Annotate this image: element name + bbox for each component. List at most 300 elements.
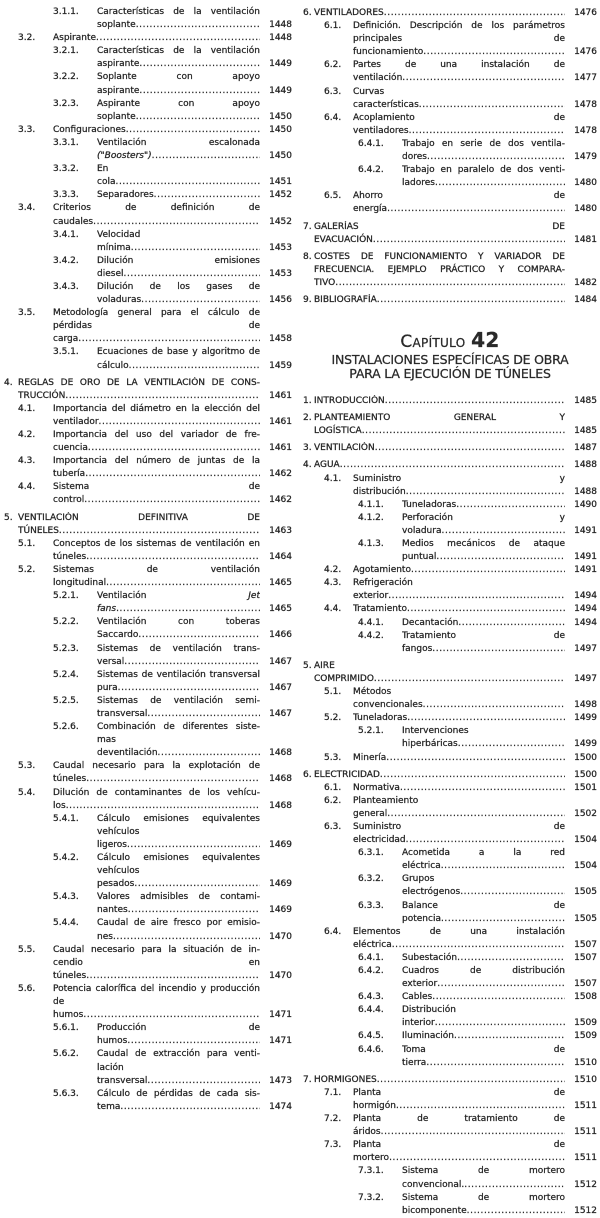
toc-entry-title: VENTILACIÓN DEFINITIVA DE TÚNELES bbox=[18, 512, 260, 536]
dot-leader bbox=[386, 753, 565, 763]
toc-entry[interactable] bbox=[4, 6, 292, 32]
dot-leader bbox=[124, 657, 260, 667]
dot-leader bbox=[407, 604, 565, 614]
toc-entry-page: 1453 bbox=[269, 242, 292, 253]
toc-entry-body bbox=[314, 442, 565, 455]
toc-entry-body bbox=[402, 965, 565, 991]
toc-entry[interactable] bbox=[4, 481, 292, 507]
toc-entry[interactable] bbox=[4, 1048, 292, 1087]
toc-entry[interactable] bbox=[303, 1087, 597, 1113]
toc-entry-number: 7.2. bbox=[324, 1114, 342, 1125]
toc-entry-body bbox=[53, 983, 260, 1022]
toc-entry-title: Métodos convencionales bbox=[353, 687, 423, 711]
toc-entry[interactable] bbox=[4, 787, 292, 813]
toc-entry-page: 1451 bbox=[269, 177, 292, 188]
toc-entry[interactable] bbox=[303, 1074, 597, 1087]
toc-entry-number: 3.3.1. bbox=[53, 137, 79, 148]
toc-entry-title: Definición. Descripción de los parámetros principales de funcionamiento bbox=[353, 21, 565, 58]
toc-entry[interactable] bbox=[4, 944, 292, 983]
toc-entry-body bbox=[353, 603, 565, 616]
toc-entry-page: 1463 bbox=[269, 525, 292, 536]
chapter-subtitle-line1: INSTALACIONES ESPECÍFICAS DE OBRA bbox=[331, 352, 569, 368]
dot-leader bbox=[154, 190, 260, 200]
dot-leader bbox=[139, 86, 260, 96]
toc-entry-body bbox=[402, 725, 565, 751]
toc-entry[interactable] bbox=[303, 20, 597, 59]
toc-entry-number: 4.1.1. bbox=[358, 499, 384, 510]
toc-entry-number: 4.1.2. bbox=[358, 512, 384, 523]
dot-leader bbox=[88, 443, 260, 453]
toc-entry-number: 8. bbox=[303, 251, 312, 262]
toc-entry[interactable] bbox=[4, 564, 292, 590]
toc-entry[interactable] bbox=[4, 1022, 292, 1048]
toc-entry-title: Refrigeración exterior bbox=[353, 578, 413, 602]
toc-entry-page: 1485 bbox=[574, 396, 597, 407]
toc-entry-number: 4.3. bbox=[324, 578, 342, 589]
dot-leader bbox=[384, 8, 565, 18]
toc-entry-page: 1487 bbox=[574, 443, 597, 454]
toc-entry-body bbox=[97, 813, 260, 852]
toc-entry-title: Criterios de definición de caudales bbox=[53, 203, 260, 227]
toc-entry-body bbox=[53, 564, 260, 590]
toc-entry-page: 1469 bbox=[269, 905, 292, 916]
toc-entry-title: Cálculo de pérdidas de cada sistema bbox=[97, 1088, 260, 1112]
toc-entry-body bbox=[402, 512, 565, 538]
toc-entry-title: AIRE COMPRIMIDO bbox=[314, 660, 374, 684]
toc-entry-number: 2. bbox=[303, 413, 312, 424]
toc-entry-page: 1450 bbox=[269, 111, 292, 122]
toc-entry[interactable] bbox=[303, 577, 597, 603]
toc-entry-body bbox=[402, 1192, 565, 1218]
toc-entry-title: Subestación bbox=[402, 952, 458, 963]
toc-entry[interactable] bbox=[303, 926, 597, 952]
toc-entry[interactable] bbox=[303, 782, 597, 795]
toc-entry-number: 5.1. bbox=[324, 687, 342, 698]
toc-entry[interactable] bbox=[4, 590, 292, 616]
toc-entry[interactable] bbox=[303, 1139, 597, 1165]
toc-entry[interactable] bbox=[4, 377, 292, 403]
toc-entry[interactable] bbox=[4, 1088, 292, 1114]
toc-entry-body bbox=[402, 499, 565, 512]
toc-entry-body bbox=[353, 752, 565, 765]
toc-entry-page: 1500 bbox=[574, 752, 597, 763]
toc-entry-title-italic: Jet fans bbox=[97, 591, 260, 615]
toc-entry-number: 5.4.1. bbox=[53, 813, 79, 824]
toc-entry-page: 1459 bbox=[269, 360, 292, 371]
toc-entry-number: 4.1.3. bbox=[358, 539, 384, 549]
toc-entry-page: 1505 bbox=[574, 887, 597, 898]
toc-entry[interactable] bbox=[303, 294, 597, 307]
toc-entry-page: 1462 bbox=[269, 495, 292, 506]
dot-leader bbox=[460, 887, 565, 897]
toc-entry-page: 1500 bbox=[574, 769, 597, 780]
toc-entry-body bbox=[97, 1088, 260, 1114]
toc-entry[interactable] bbox=[303, 538, 597, 564]
toc-entry-body bbox=[353, 473, 565, 499]
toc-entry-number: 7.3.1. bbox=[358, 1166, 384, 1177]
toc-entry-title: Cuadros de distribución exterior bbox=[402, 966, 565, 990]
toc-entry[interactable] bbox=[4, 695, 292, 721]
toc-entry-title: Planta de mortero bbox=[353, 1140, 565, 1164]
toc-entry-number: 3.1.1. bbox=[53, 7, 79, 17]
toc-entry-number: 6.3.1. bbox=[358, 848, 384, 859]
toc-entry-body bbox=[353, 1139, 565, 1165]
toc-entry-number: 6.3. bbox=[324, 86, 342, 97]
toc-entry-title: Caudal de aire fresco por emisiones bbox=[97, 918, 260, 942]
toc-entry[interactable] bbox=[303, 686, 597, 712]
dot-leader bbox=[435, 178, 565, 188]
toc-entry-body bbox=[314, 251, 565, 290]
dot-leader bbox=[423, 700, 565, 710]
toc-entry[interactable] bbox=[303, 795, 597, 821]
dot-leader bbox=[427, 152, 565, 162]
toc-entry[interactable] bbox=[303, 1004, 597, 1030]
toc-entry[interactable] bbox=[4, 45, 292, 71]
dot-leader bbox=[419, 100, 565, 110]
toc-entry[interactable] bbox=[303, 221, 597, 247]
toc-entry[interactable] bbox=[303, 59, 597, 85]
dot-leader bbox=[407, 713, 565, 723]
toc-entry-page: 1480 bbox=[574, 204, 597, 215]
toc-entry[interactable] bbox=[303, 617, 597, 630]
toc-entry-page: 1488 bbox=[574, 460, 597, 471]
toc-entry-title: Velocidad mínima bbox=[97, 229, 141, 253]
toc-entry[interactable] bbox=[303, 712, 597, 725]
toc-entry[interactable] bbox=[303, 630, 597, 656]
toc-entry-number: 3.4.1. bbox=[53, 229, 79, 240]
chapter-title bbox=[303, 329, 597, 353]
toc-entry-number: 3.3. bbox=[18, 124, 36, 135]
dot-leader bbox=[400, 783, 565, 793]
toc-entry-title: HORMIGONES bbox=[314, 1074, 377, 1085]
toc-entry[interactable] bbox=[303, 991, 597, 1004]
toc-entry-number: 4.4.2. bbox=[358, 630, 384, 641]
toc-entry-number: 5.4.4. bbox=[53, 918, 79, 929]
toc-entry[interactable] bbox=[4, 255, 292, 281]
toc-entry-number: 5.3. bbox=[18, 761, 36, 772]
toc-entry-number: 5.4.3. bbox=[53, 892, 79, 903]
toc-entry-title: Sistemas de ventilación semi-transversal bbox=[97, 695, 260, 719]
toc-entry-body bbox=[353, 782, 565, 795]
toc-entry[interactable] bbox=[4, 760, 292, 786]
toc-entry-body bbox=[53, 760, 260, 786]
toc-entry-page: 1485 bbox=[574, 426, 597, 437]
dot-leader bbox=[136, 20, 260, 30]
dot-leader bbox=[123, 269, 260, 279]
toc-entry-title: Normativa bbox=[353, 782, 400, 793]
toc-entry-title: Cables bbox=[402, 992, 433, 1003]
dot-leader bbox=[432, 644, 565, 654]
toc-entry-title: Planta de tratamiento de áridos bbox=[353, 1114, 565, 1138]
toc-entry-page: 1504 bbox=[574, 861, 597, 872]
toc-entry-body bbox=[353, 926, 565, 952]
toc-entry-title: Caudal necesario para la situación de incendio en túneles bbox=[53, 944, 260, 981]
toc-entry[interactable] bbox=[303, 190, 597, 216]
dot-leader bbox=[129, 361, 260, 371]
toc-entry-body bbox=[314, 294, 565, 307]
dot-leader bbox=[136, 112, 260, 122]
toc-entry-number: 4.3. bbox=[18, 456, 36, 467]
toc-entry[interactable] bbox=[303, 769, 597, 782]
toc-entry-body bbox=[353, 577, 565, 603]
toc-entry-body bbox=[314, 769, 565, 782]
toc-entry[interactable] bbox=[303, 900, 597, 926]
toc-entry-page: 1491 bbox=[574, 525, 597, 536]
toc-entry-number: 3.3.3. bbox=[53, 190, 79, 201]
toc-entry[interactable] bbox=[303, 725, 597, 751]
toc-entry-body bbox=[353, 821, 565, 847]
toc-entry[interactable] bbox=[4, 202, 292, 228]
toc-entry-page: 1505 bbox=[574, 913, 597, 924]
toc-entry-body bbox=[402, 952, 565, 965]
toc-entry-number: 3.4. bbox=[18, 203, 36, 214]
dot-leader bbox=[138, 630, 260, 640]
toc-entry-number: 5.4. bbox=[18, 787, 36, 798]
toc-entry[interactable] bbox=[303, 873, 597, 899]
toc-entry-page: 1462 bbox=[269, 469, 292, 480]
toc-entry[interactable] bbox=[303, 164, 597, 190]
toc-entry-page: 1482 bbox=[574, 277, 597, 288]
toc-entry[interactable] bbox=[4, 403, 292, 429]
dot-leader bbox=[456, 500, 565, 510]
dot-leader bbox=[374, 674, 565, 684]
toc-entry-number: 5.2.6. bbox=[53, 722, 79, 733]
toc-entry[interactable] bbox=[303, 564, 597, 577]
toc-entry[interactable] bbox=[4, 455, 292, 481]
toc-entry-page: 1484 bbox=[574, 294, 597, 305]
toc-entry[interactable] bbox=[303, 952, 597, 965]
toc-entry[interactable] bbox=[303, 395, 597, 408]
toc-entry[interactable] bbox=[4, 281, 292, 307]
toc-entry-body bbox=[353, 795, 565, 821]
toc-entry[interactable] bbox=[4, 512, 292, 538]
toc-entry-title: Agotamiento bbox=[353, 565, 411, 576]
toc-entry[interactable] bbox=[303, 138, 597, 164]
toc-entry-title: Planta de hormigón bbox=[353, 1087, 565, 1111]
toc-entry-body bbox=[97, 189, 260, 202]
toc-entry-page: 1448 bbox=[269, 33, 292, 44]
toc-entry[interactable] bbox=[303, 752, 597, 765]
toc-entry-page: 1507 bbox=[574, 939, 597, 950]
toc-entry-number: 6.4.3. bbox=[358, 992, 384, 1003]
toc-entry-title: Valores admisibles de contaminantes bbox=[97, 892, 260, 916]
toc-entry-body bbox=[97, 1048, 260, 1087]
toc-entry[interactable] bbox=[303, 965, 597, 991]
toc-entry-page: 1453 bbox=[269, 268, 292, 279]
toc-entry[interactable] bbox=[4, 307, 292, 346]
toc-entry[interactable] bbox=[4, 163, 292, 189]
toc-entry[interactable] bbox=[303, 1030, 597, 1043]
toc-entry[interactable] bbox=[4, 891, 292, 917]
toc-entry[interactable] bbox=[303, 1113, 597, 1139]
toc-entry-number: 4.4. bbox=[324, 604, 342, 615]
dot-leader bbox=[96, 33, 260, 43]
toc-entry-number: 6.4.6. bbox=[358, 1044, 384, 1055]
toc-entry-number: 4. bbox=[4, 377, 13, 388]
toc-entry-title: Distribución interior bbox=[402, 1005, 456, 1029]
dot-leader bbox=[78, 334, 260, 344]
toc-entry[interactable] bbox=[303, 442, 597, 455]
toc-entry-title: Elementos de una instalación eléctrica bbox=[353, 926, 565, 950]
toc-entry-title: PLANTEAMIENTO GENERAL Y LOGÍSTICA bbox=[314, 413, 565, 437]
toc-entry[interactable] bbox=[4, 98, 292, 124]
toc-entry-page: 1448 bbox=[269, 20, 292, 31]
toc-entry-number: 5.4.2. bbox=[53, 853, 79, 863]
toc-entry-body bbox=[97, 281, 260, 307]
dot-leader bbox=[134, 879, 260, 889]
toc-entry[interactable] bbox=[4, 32, 292, 45]
dot-leader bbox=[335, 278, 565, 288]
toc-entry-number: 6. bbox=[303, 8, 312, 18]
dot-leader bbox=[380, 770, 565, 780]
dot-leader bbox=[381, 1127, 565, 1137]
toc-entry-page: 1501 bbox=[574, 782, 597, 793]
toc-entry-number: 5.2.4. bbox=[53, 669, 79, 680]
dot-leader bbox=[389, 1153, 565, 1163]
toc-entry[interactable] bbox=[303, 86, 597, 112]
toc-entry[interactable] bbox=[303, 512, 597, 538]
toc-entry-title: Aspirante bbox=[53, 33, 97, 44]
toc-entry-body bbox=[402, 538, 565, 564]
toc-entry[interactable] bbox=[303, 499, 597, 512]
dot-leader bbox=[128, 905, 260, 915]
dot-leader bbox=[126, 125, 260, 135]
toc-entry-title: COSTES DE FUNCIONAMIENTO Y VARIADOR DE FRECUENCIA. EJEMPLO PRÁCTICO Y COMPARATIVO bbox=[314, 251, 565, 288]
toc-entry-number: 7. bbox=[303, 221, 312, 232]
toc-entry[interactable] bbox=[303, 603, 597, 616]
toc-entry[interactable] bbox=[303, 660, 597, 686]
dot-leader bbox=[83, 1010, 260, 1020]
toc-entry-title: Importancia del diámetro en la elección del ventilador bbox=[53, 403, 260, 427]
toc-entry-number: 9. bbox=[303, 294, 312, 305]
toc-entry-body bbox=[97, 695, 260, 721]
toc-entry-page: 1507 bbox=[574, 979, 597, 990]
toc-entry[interactable] bbox=[4, 616, 292, 642]
toc-entry[interactable] bbox=[4, 643, 292, 669]
toc-entry-page: 1510 bbox=[574, 1057, 597, 1068]
dot-leader bbox=[84, 495, 260, 505]
toc-entry-number: 6.3. bbox=[324, 821, 342, 832]
toc-entry[interactable] bbox=[4, 721, 292, 760]
toc-entry-page: 1499 bbox=[574, 713, 597, 724]
toc-entry-number: 5.2. bbox=[324, 713, 342, 724]
toc-entry[interactable] bbox=[4, 917, 292, 943]
toc-entry[interactable] bbox=[303, 473, 597, 499]
toc-entry-body bbox=[402, 1165, 565, 1191]
toc-entry[interactable] bbox=[4, 189, 292, 202]
toc-entry-body bbox=[402, 630, 565, 656]
toc-entry-number: 7.3.2. bbox=[358, 1192, 384, 1203]
toc-entry-number: 6.3.2. bbox=[358, 874, 384, 885]
toc-entry[interactable] bbox=[303, 1192, 597, 1218]
toc-entry-title: Caudal necesario para la explotación de túneles bbox=[53, 761, 260, 785]
toc-entry[interactable] bbox=[4, 538, 292, 564]
toc-entry-body bbox=[97, 917, 260, 943]
toc-entry-title: ELECTRICIDAD bbox=[314, 769, 380, 780]
toc-entry-number: 6.4.4. bbox=[358, 1005, 384, 1016]
toc-entry[interactable] bbox=[303, 1165, 597, 1191]
toc-entry-title: REGLAS DE ORO DE LA VENTILACIÓN DE CONSTRUCCIÓN bbox=[18, 377, 260, 401]
toc-entry[interactable] bbox=[303, 112, 597, 138]
dot-leader bbox=[396, 1101, 565, 1111]
toc-entry-body bbox=[314, 7, 565, 20]
toc-entry-title: Sistemas de ventilación transversal bbox=[97, 643, 260, 667]
toc-entry-body bbox=[353, 112, 565, 138]
toc-entry-page: 1452 bbox=[269, 216, 292, 227]
toc-entry-page: 1510 bbox=[574, 1074, 597, 1085]
toc-entry-page: 1478 bbox=[574, 125, 597, 136]
toc-entry-title: Intervenciones hiperbáricas bbox=[402, 726, 469, 750]
toc-entry-page: 1507 bbox=[574, 952, 597, 963]
toc-entry[interactable] bbox=[4, 852, 292, 891]
toc-entry-page: 1511 bbox=[574, 1100, 597, 1111]
toc-entry[interactable] bbox=[303, 847, 597, 873]
toc-entry-title: Grupos electrógenos bbox=[402, 874, 461, 898]
dot-leader bbox=[65, 391, 260, 401]
toc-entry[interactable] bbox=[4, 813, 292, 852]
toc-entry-body bbox=[353, 686, 565, 712]
toc-entry-number: 5.2.5. bbox=[53, 695, 79, 706]
dot-leader bbox=[377, 1075, 565, 1085]
dot-leader bbox=[458, 618, 565, 628]
toc-entry-number: 6. bbox=[303, 769, 312, 780]
dot-leader bbox=[441, 861, 565, 871]
toc-entry[interactable] bbox=[303, 1044, 597, 1070]
toc-entry-page: 1512 bbox=[574, 1179, 597, 1190]
toc-entry-page: 1467 bbox=[269, 656, 292, 667]
toc-entry[interactable] bbox=[4, 137, 292, 163]
toc-entry-body bbox=[53, 403, 260, 429]
toc-entry[interactable] bbox=[4, 71, 292, 97]
toc-entry-body bbox=[402, 873, 565, 899]
toc-entry-page: 1476 bbox=[574, 47, 597, 58]
toc-entry-number: 5.2. bbox=[18, 564, 36, 575]
toc-entry[interactable] bbox=[4, 429, 292, 455]
toc-entry-title: Sistema de mortero convencional. bbox=[402, 1166, 565, 1190]
toc-entry-body bbox=[97, 669, 260, 695]
toc-entry-page: 1467 bbox=[269, 682, 292, 693]
dot-leader bbox=[406, 835, 565, 845]
toc-entry[interactable] bbox=[4, 229, 292, 255]
dot-leader bbox=[113, 932, 260, 942]
toc-entry[interactable] bbox=[303, 7, 597, 20]
toc-entry[interactable] bbox=[4, 346, 292, 372]
toc-entry[interactable] bbox=[4, 669, 292, 695]
toc-entry[interactable] bbox=[4, 124, 292, 137]
toc-entry[interactable] bbox=[303, 459, 597, 472]
toc-entry-title: Trabajo en serie de dos ventiladores bbox=[402, 138, 565, 163]
toc-entry[interactable] bbox=[303, 251, 597, 290]
toc-entry-page: 1450 bbox=[269, 124, 292, 135]
toc-entry[interactable] bbox=[303, 821, 597, 847]
toc-entry-page: 1452 bbox=[269, 190, 292, 201]
toc-entry-number: 4.4.1. bbox=[358, 617, 384, 628]
dot-leader bbox=[127, 840, 260, 850]
toc-entry-title: Planteamiento general bbox=[353, 795, 419, 819]
toc-entry-title: Ecuaciones de base y algoritmo de cálculo bbox=[97, 347, 260, 371]
toc-entry[interactable] bbox=[303, 412, 597, 438]
dot-leader bbox=[59, 526, 260, 536]
dot-leader bbox=[375, 443, 565, 453]
toc-entry[interactable] bbox=[4, 983, 292, 1022]
toc-entry-title: Tratamiento bbox=[353, 604, 407, 615]
toc-entry-title: Minería bbox=[353, 752, 387, 763]
toc-entry-number: 5.2.3. bbox=[53, 643, 79, 654]
dot-leader bbox=[435, 1018, 565, 1028]
toc-entry-page: 1474 bbox=[269, 1101, 292, 1112]
toc-entry-number: 3.4.3. bbox=[53, 281, 79, 292]
toc-entry-title: Ventilación con toberas Saccardo bbox=[97, 617, 260, 641]
